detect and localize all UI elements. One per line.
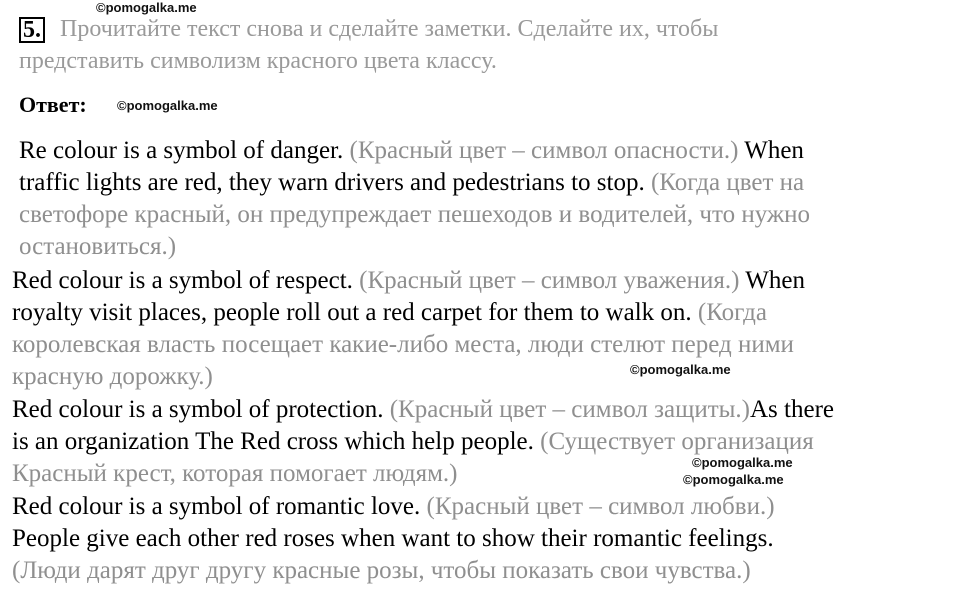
english-text: Red colour is a symbol of respect.	[12, 267, 360, 294]
task-instruction-line-2: представить символизм красного цвета классу.	[19, 48, 497, 74]
english-text: Red colour is a symbol of romantic love.	[12, 493, 427, 520]
answer-line	[12, 426, 814, 458]
russian-translation: Красный крест, которая помогает людям.)	[12, 460, 458, 487]
answer-line	[12, 394, 834, 426]
watermark: ©pomogalka.me	[630, 362, 731, 377]
english-text: As there	[750, 396, 834, 423]
russian-translation: светофоре красный, он предупреждает пешеходов и водителей, что нужно	[19, 201, 811, 228]
answer-line	[12, 361, 213, 393]
english-text: traffic lights are red, they warn drivers and pedestrians to stop.	[19, 169, 651, 196]
task-number-box: 5.	[19, 17, 45, 43]
answer-line	[12, 523, 774, 555]
russian-translation: красную дорожку.)	[12, 363, 213, 390]
english-text: When	[739, 267, 805, 294]
russian-translation: (Красный цвет – символ защиты.)	[389, 396, 750, 423]
russian-translation: (Существует организация	[540, 428, 814, 455]
answer-line	[12, 329, 794, 361]
russian-translation: (Красный цвет – символ опасности.)	[349, 137, 739, 164]
answer-line	[19, 199, 810, 231]
english-text: royalty visit places, people roll out a red carpet for them to walk on.	[12, 299, 698, 326]
russian-translation: (Люди дарят друг другу красные розы, чтобы показать свои чувства.)	[12, 557, 751, 584]
russian-translation: (Красный цвет – символ уважения.)	[359, 267, 740, 294]
answer-line	[12, 458, 458, 490]
task-instruction-line-1: Прочитайте текст снова и сделайте заметки. Сделайте их, чтобы	[60, 16, 719, 42]
english-text: People give each other red roses when want to show their romantic feelings.	[12, 525, 774, 552]
english-text: Red colour is a symbol of protection.	[12, 396, 390, 423]
answer-line	[19, 135, 804, 167]
watermark: ©pomogalka.me	[96, 0, 197, 15]
answer-line	[19, 231, 176, 263]
answer-line	[12, 555, 751, 587]
answer-label: Ответ:	[19, 92, 87, 117]
watermark: ©pomogalka.me	[692, 455, 793, 470]
english-text: Re colour is a symbol of danger.	[19, 137, 350, 164]
answer-line	[12, 265, 805, 297]
russian-translation: остановиться.)	[19, 233, 177, 260]
answer-line	[19, 167, 804, 199]
russian-translation: королевская власть посещает какие-либо места, люди стелют перед ними	[12, 331, 794, 358]
watermark: ©pomogalka.me	[117, 98, 218, 113]
english-text: When	[738, 137, 804, 164]
russian-translation: (Когда цвет на	[650, 169, 805, 196]
watermark: ©pomogalka.me	[683, 472, 784, 487]
russian-translation: (Красный цвет – символ любви.)	[426, 493, 775, 520]
russian-translation: (Когда	[697, 299, 767, 326]
answer-line	[12, 297, 767, 329]
english-text: is an organization The Red cross which help people.	[12, 428, 541, 455]
answer-line	[12, 491, 775, 523]
